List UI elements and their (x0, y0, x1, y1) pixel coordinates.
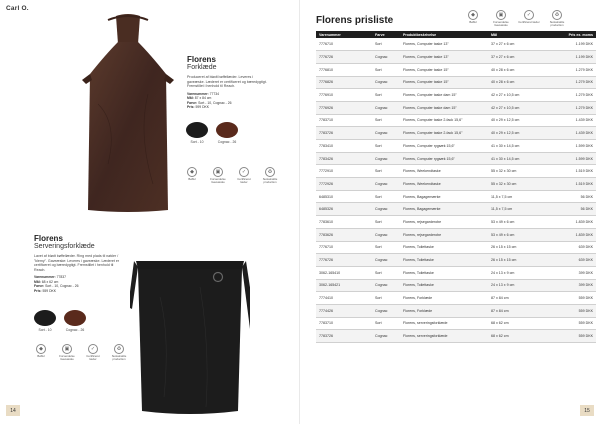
gift-box-icon: ▣ (213, 167, 223, 177)
table-row (316, 76, 596, 89)
description-cell: Florens, Computer taske 2-fack 15,6" (400, 114, 488, 127)
price-cell: 1.599 DKK (548, 140, 596, 153)
dimensions-cell: 24 x 13 x 9 cm (488, 279, 548, 292)
table-row (316, 241, 596, 254)
description-cell: Florens, Bagagemærke (400, 203, 488, 216)
page-title: Florens prisliste (316, 15, 394, 26)
table-row (316, 127, 596, 140)
table-row (316, 203, 596, 216)
table-row (316, 140, 596, 153)
dimensions-cell: 40 x 28 x 6 cm (488, 63, 548, 76)
table-row (316, 152, 596, 165)
price-cell: 559 DKK (548, 330, 596, 343)
dimensions-cell: 37 x 27 x 6 cm (488, 38, 548, 51)
color-cell: Sort (372, 216, 400, 229)
product-subtitle: Serveringsforklæde (34, 243, 95, 250)
dimensions-cell: 11,5 x 7,5 cm (488, 203, 548, 216)
price-cell: 1.199 DKK (548, 38, 596, 51)
price-cell: 559 DKK (548, 292, 596, 305)
description-cell: Florens, rejsegarderobe (400, 228, 488, 241)
price-cell: 399 DKK (548, 266, 596, 279)
product-name: Florens (187, 55, 216, 64)
color-swatches (34, 310, 86, 332)
color-cell: Cognac (372, 304, 400, 317)
description-cell: Florens, Toilettaske (400, 241, 488, 254)
table-row (316, 216, 596, 229)
color-cell: Sort (372, 140, 400, 153)
price-cell: 1.439 DKK (548, 127, 596, 140)
leather-icon: ◆ (36, 344, 46, 354)
serving-apron-image (130, 247, 250, 417)
brand-logo: Carl O. (6, 5, 29, 12)
item-number-cell: 7776710 (316, 38, 372, 51)
color-cell: Cognac (372, 76, 400, 89)
color-cell: Cognac (372, 254, 400, 267)
dimensions-cell: 68 x 62 cm (488, 330, 548, 343)
color-cell: Sort (372, 292, 400, 305)
dimensions-cell: 41 x 30 x 14,5 cm (488, 152, 548, 165)
table-row (316, 304, 596, 317)
dimensions-cell: 55 x 32 x 30 cm (488, 178, 548, 191)
price-cell: 1.839 DKK (548, 216, 596, 229)
price-cell: 1.519 DKK (548, 178, 596, 191)
price-cell: 1.439 DKK (548, 114, 596, 127)
product-description: Produceret af blødt bøffellæder. Leveres i gaveæske. Læderet er certificeret og bæredygtigt. Fremstillet i henhold til Reach. (187, 75, 267, 89)
description-cell: Florens, Computer taske 15" (400, 63, 488, 76)
gift-box-icon: ▣ (496, 10, 506, 20)
table-row (316, 279, 596, 292)
description-cell: Florens, serveringsforklæde (400, 330, 488, 343)
sustainable-icon: ♻ (265, 167, 275, 177)
item-number-cell: 7776810 (316, 63, 372, 76)
dimensions-cell: 26 x 15 x 15 cm (488, 254, 548, 267)
item-number-cell: 7776710 (316, 241, 372, 254)
item-number-cell: 7776726 (316, 51, 372, 64)
table-row (316, 330, 596, 343)
color-cell: Cognac (372, 152, 400, 165)
table-row (316, 228, 596, 241)
dimensions-cell: 40 x 29 x 12,5 cm (488, 127, 548, 140)
description-cell: Florens, Computer rygsæk 15,6" (400, 140, 488, 153)
color-cell: Cognac (372, 178, 400, 191)
swatch-color (64, 310, 86, 326)
description-cell: Florens, Bagagemærke (400, 190, 488, 203)
dimensions-cell: 53 x 49 x 6 cm (488, 216, 548, 229)
dimensions-cell: 42 x 27 x 10,5 cm (488, 89, 548, 102)
item-number-cell: 7774410 (316, 292, 372, 305)
item-number-cell: 7776926 (316, 101, 372, 114)
color-cell: Sort (372, 38, 400, 51)
description-cell: Florens, Toilettaske (400, 266, 488, 279)
description-cell: Florens, Computer taske 2-fack 15,6" (400, 127, 488, 140)
description-cell: Florens, Computer taske 15" (400, 76, 488, 89)
swatch-cognac[interactable]: Cognac - 26 (64, 310, 86, 332)
product-florens-apron (187, 55, 269, 109)
dimensions-cell: 87 x 84 cm (488, 304, 548, 317)
table-row (316, 190, 596, 203)
description-cell: Florens, Computer taske dam 15" (400, 101, 488, 114)
description-cell: Florens, Computer taske 13" (400, 38, 488, 51)
price-cell: 1.599 DKK (548, 152, 596, 165)
table-row (316, 63, 596, 76)
dimensions-cell: 37 x 27 x 6 cm (488, 51, 548, 64)
item-number-cell: 7776826 (316, 76, 372, 89)
color-cell: Sort (372, 63, 400, 76)
description-cell: Florens, Weekendtaske (400, 165, 488, 178)
dimensions-cell: 40 x 28 x 6 cm (488, 76, 548, 89)
swatch-sort[interactable]: Sort - 10 (186, 122, 208, 144)
table-header: Varenummer Farve Produktbeskrivelse Mål Pris ex. moms (316, 31, 596, 38)
item-number-cell: 7772926 (316, 178, 372, 191)
description-cell: Florens, rejsegarderobe (400, 216, 488, 229)
color-cell: Cognac (372, 203, 400, 216)
description-cell: Florens, Toilettaske (400, 254, 488, 267)
color-cell: Sort (372, 317, 400, 330)
item-number-cell: 7783710 (316, 114, 372, 127)
product-name: Florens (34, 234, 63, 243)
table-row (316, 165, 596, 178)
table-row (316, 266, 596, 279)
cert-leather-icon: ✓ (239, 167, 249, 177)
color-cell: Sort (372, 190, 400, 203)
page-number: 15 (580, 405, 594, 416)
color-cell: Cognac (372, 330, 400, 343)
color-cell: Cognac (372, 127, 400, 140)
swatch-color (34, 310, 56, 326)
price-cell: 399 DKK (548, 279, 596, 292)
price-cell: 1.279 DKK (548, 101, 596, 114)
table-row (316, 254, 596, 267)
product-specs: Varenummer: 77734 Mål: 87 x 84 cm Farve: Sort - 10, Cognac - 26 Pris: 599 DKK (187, 91, 232, 109)
table-row (316, 89, 596, 102)
price-cell: 639 DKK (548, 241, 596, 254)
description-cell: Florens, Toilettaske (400, 279, 488, 292)
color-cell: Sort (372, 266, 400, 279)
item-number-cell: 7774426 (316, 304, 372, 317)
sustainable-icon: ♻ (552, 10, 562, 20)
description-cell: Florens, Forklæde (400, 304, 488, 317)
item-number-cell: 3062-165421 (316, 279, 372, 292)
price-cell: 1.279 DKK (548, 63, 596, 76)
price-cell: 1.279 DKK (548, 89, 596, 102)
item-number-cell: 7772910 (316, 165, 372, 178)
price-cell: 559 DKK (548, 317, 596, 330)
price-cell: 1.519 DKK (548, 165, 596, 178)
gift-box-icon: ▣ (62, 344, 72, 354)
dimensions-cell: 40 x 29 x 12,5 cm (488, 114, 548, 127)
cert-icons: ◆ Bøffel ▣ Forsendelse Gaveæske ✓ Certificeret læder ♻ Sustainable production (37, 346, 127, 361)
description-cell: Florens, Forklæde (400, 292, 488, 305)
dimensions-cell: 68 x 62 cm (488, 317, 548, 330)
price-cell: 1.839 DKK (548, 228, 596, 241)
swatch-color (216, 122, 238, 138)
dimensions-cell: 41 x 30 x 14,5 cm (488, 140, 548, 153)
color-cell: Sort (372, 89, 400, 102)
description-cell: Florens, Weekendtaske (400, 178, 488, 191)
dimensions-cell: 11,5 x 7,5 cm (488, 190, 548, 203)
swatch-sort[interactable]: Sort - 10 (34, 310, 56, 332)
color-swatches (186, 122, 238, 144)
price-table (316, 31, 596, 343)
color-cell: Cognac (372, 279, 400, 292)
item-number-cell: 7776910 (316, 89, 372, 102)
price-cell: 56 DKK (548, 203, 596, 216)
dimensions-cell: 26 x 15 x 15 cm (488, 241, 548, 254)
table-row (316, 292, 596, 305)
price-cell: 559 DKK (548, 304, 596, 317)
item-number-cell: 7783726 (316, 127, 372, 140)
cert-leather-icon: ✓ (88, 344, 98, 354)
description-cell: Florens, Computer taske 13" (400, 51, 488, 64)
product-specs: Varenummer: 77837 Mål: 68 x 62 cm Farve: Sort - 10, Cognac - 26 Pris: 559 DKK (34, 275, 79, 293)
cert-leather-icon: ✓ (524, 10, 534, 20)
sustainable-icon: ♻ (114, 344, 124, 354)
price-cell: 639 DKK (548, 254, 596, 267)
item-number-cell: 6485326 (316, 203, 372, 216)
color-cell: Sort (372, 241, 400, 254)
item-number-cell: 6485310 (316, 190, 372, 203)
item-number-cell: 3062-165410 (316, 266, 372, 279)
table-row (316, 114, 596, 127)
price-cell: 1.199 DKK (548, 51, 596, 64)
item-number-cell: 7776726 (316, 254, 372, 267)
color-cell: Cognac (372, 101, 400, 114)
table-row (316, 101, 596, 114)
leather-apron-image (78, 14, 178, 214)
table-row (316, 51, 596, 64)
item-number-cell: 7783426 (316, 152, 372, 165)
dimensions-cell: 55 x 32 x 30 cm (488, 165, 548, 178)
swatch-color (186, 122, 208, 138)
item-number-cell: 7783710 (316, 317, 372, 330)
table-row (316, 38, 596, 51)
color-cell: Sort (372, 165, 400, 178)
product-description: Lavet af blødt bøffellæder. Ring med plads til nøkler / "klemy". Gaveæske: Leveres i gaveæske. Læderet er certificeret og bæredygtigt. Fremstillet i henhold til Reach. (34, 254, 120, 272)
product-subtitle: Forklæde (187, 64, 217, 71)
color-cell: Cognac (372, 51, 400, 64)
page-number: 14 (6, 405, 20, 416)
color-cell: Sort (372, 114, 400, 127)
dimensions-cell: 87 x 84 cm (488, 292, 548, 305)
cert-icons: ◆ Bøffel ▣ Forsendelse Gaveæske ✓ Certificeret læder ♻ Sustainable production (188, 169, 278, 184)
product-florens-serving-apron (34, 234, 122, 293)
description-cell: Florens, Computer taske dam 15" (400, 89, 488, 102)
leather-icon: ◆ (468, 10, 478, 20)
dimensions-cell: 53 x 49 x 6 cm (488, 228, 548, 241)
swatch-cognac[interactable]: Cognac - 26 (216, 122, 238, 144)
item-number-cell: 7783626 (316, 228, 372, 241)
price-cell: 56 DKK (548, 190, 596, 203)
item-number-cell: 7783726 (316, 330, 372, 343)
description-cell: Florens, serveringsforklæde (400, 317, 488, 330)
item-number-cell: 7783410 (316, 140, 372, 153)
color-cell: Cognac (372, 228, 400, 241)
price-cell: 1.279 DKK (548, 76, 596, 89)
cert-icons: ◆ Bøffel ▣ Forsendelse Gaveæske ✓ Certificeret læder ♻ Sustainable production (469, 12, 565, 27)
table-row (316, 178, 596, 191)
dimensions-cell: 42 x 27 x 10,5 cm (488, 101, 548, 114)
leather-icon: ◆ (187, 167, 197, 177)
item-number-cell: 7783610 (316, 216, 372, 229)
dimensions-cell: 24 x 13 x 9 cm (488, 266, 548, 279)
right-page (300, 0, 600, 424)
table-row (316, 317, 596, 330)
description-cell: Florens, Computer rygsæk 15,6" (400, 152, 488, 165)
